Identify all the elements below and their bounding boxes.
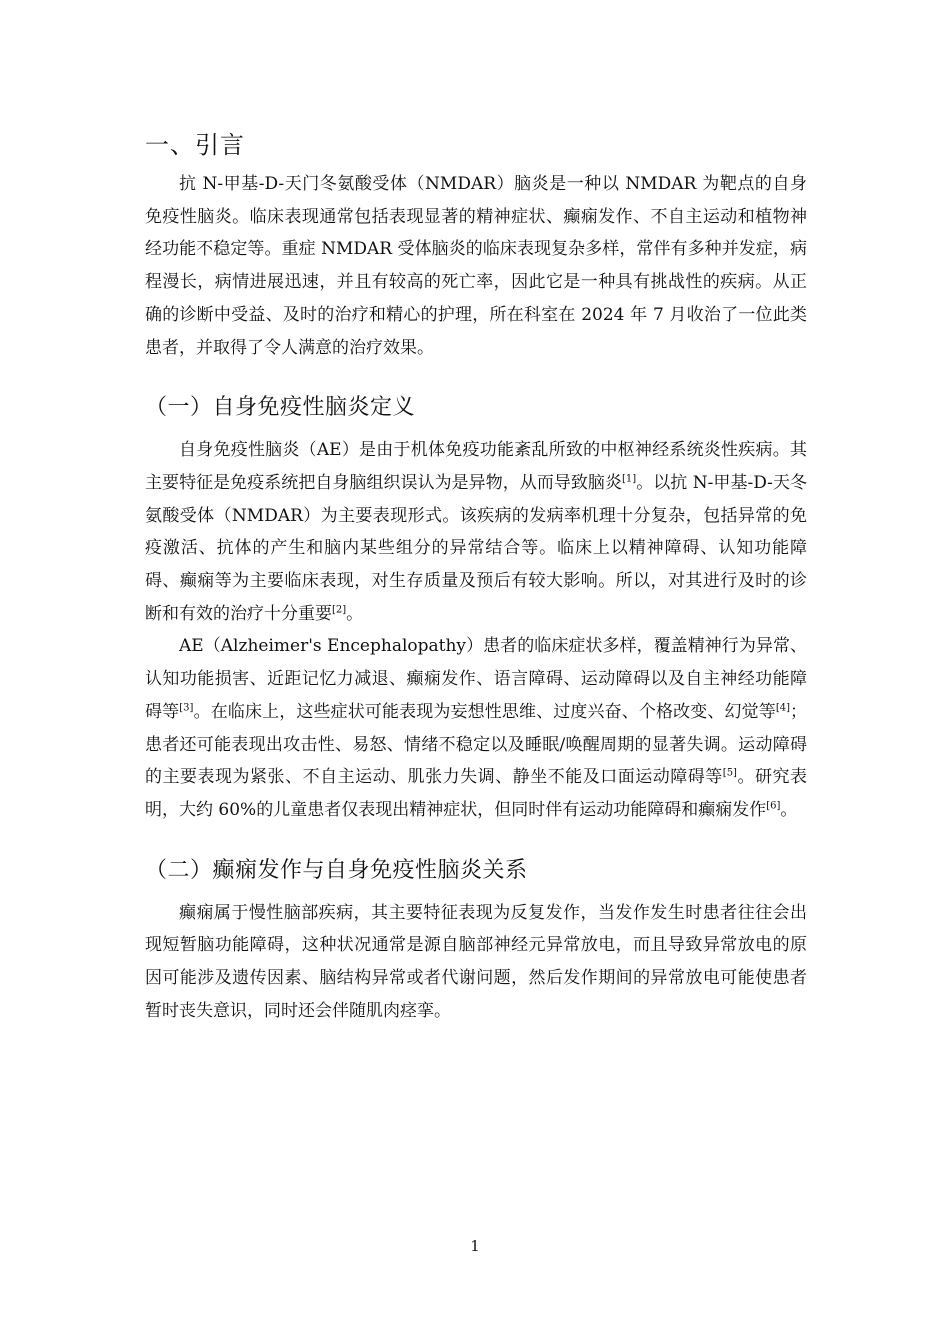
- paragraph-ae-definition: [145, 434, 807, 630]
- text-run: AE（Alzheimer's Encephalopathy）患者的临床症状多样，覆盖精神行为异常、认知功能损害、近距记忆力减退、癫痫发作、语言障碍、运动障碍以及自主神经功能障碍等: [145, 636, 807, 722]
- text-run: 。研究表明，大约 60%的儿童患者仅表现出精神症状，但同时伴有运动功能障碍和癫痫发作: [145, 767, 808, 820]
- subsection-heading-epilepsy-relation: （二）癫痫发作与自身免疫性脑炎关系: [145, 857, 528, 883]
- paragraph-introduction: 抗 N-甲基-D-天门冬氨酸受体（NMDAR）脑炎是一种以 NMDAR 为靶点的自身免疫性脑炎。临床表现通常包括表现显著的精神症状、癫痫发作、不自主运动和植物神经功能不稳定等。重症 NMDAR 受体脑炎的临床表现复杂多样，常伴有多种并发症，病程漫长，病情进展迅速，并且有较高的死亡率，因此它是一种具有挑战性的疾病。从正确的诊断中受益、及时的治疗和精心的护理，所在科室在 2024 年 7 月收治了一位此类患者，并取得了令人满意的治疗效果。: [145, 174, 807, 358]
- text-run: ；患者还可能表现出攻击性、易怒、情绪不稳定以及睡眠/唤醒周期的显著失调。运动障碍的主要表现为紧张、不自主运动、肌张力失调、静坐不能及口面运动障碍等: [145, 701, 808, 788]
- page-content: [145, 128, 807, 1027]
- text-run: 。: [780, 799, 798, 820]
- citation-ref-5: [5]: [722, 767, 737, 779]
- citation-ref-6: [6]: [766, 800, 781, 812]
- page-number: 1: [470, 1237, 480, 1255]
- section-heading-introduction: 一、引言: [145, 131, 245, 159]
- paragraph-ae-symptoms: [145, 630, 807, 826]
- text-run: 。以抗 N-甲基-D-天冬氨酸受体（NMDAR）为主要表现形式。该疾病的发病率机理十分复杂，包括异常的免疫激活、抗体的产生和脑内某些组分的异常结合等。临床上以精神障碍、认知功能障碍、癫痫等为主要临床表现，对生存质量及预后有较大影响。所以，对其进行及时的诊断和有效的治疗十分重要: [145, 472, 808, 624]
- citation-ref-2: [2]: [332, 604, 347, 616]
- text-run: 。在临床上，这些症状可能表现为妄想性思维、过度兴奋、个格改变、幻觉等: [193, 701, 776, 722]
- subsection-heading-ae-definition: （一）自身免疫性脑炎定义: [145, 395, 416, 421]
- text-run: 自身免疫性脑炎（AE）是由于机体免疫功能紊乱所致的中枢神经系统炎性疾病。其主要特征是免疫系统把自身脑组织误认为是异物，从而导致脑炎: [145, 440, 807, 493]
- citation-ref-1: [1]: [622, 473, 637, 485]
- citation-ref-3: [3]: [179, 702, 194, 714]
- paragraph-epilepsy-relation: 癫痫属于慢性脑部疾病，其主要特征表现为反复发作，当发作发生时患者往往会出现短暂脑功能障碍，这种状况通常是源自脑部神经元异常放电，而且导致异常放电的原因可能涉及遗传因素、脑结构异常或者代谢问题，然后发作期间的异常放电可能使患者暂时丧失意识，同时还会伴随肌肉痉挛。: [145, 902, 807, 1021]
- text-run: 。: [346, 603, 364, 624]
- citation-ref-4: [4]: [775, 702, 791, 714]
